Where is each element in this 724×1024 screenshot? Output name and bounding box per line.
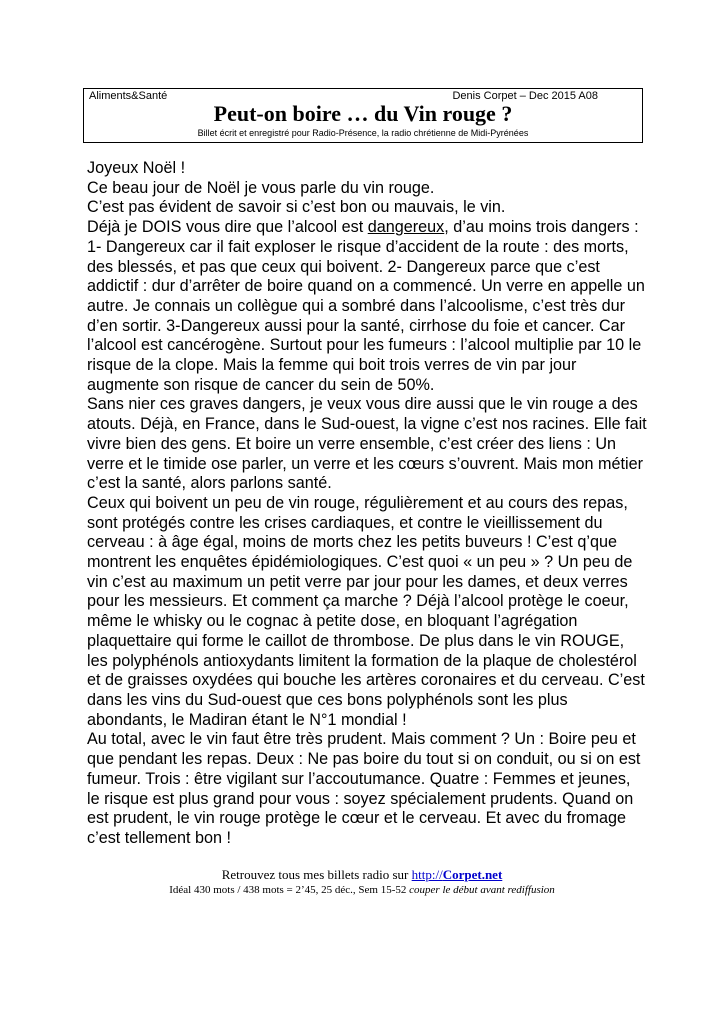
page-subtitle: Billet écrit et enregistré pour Radio-Présence, la radio chrétienne de Midi-Pyrénées (197, 128, 529, 138)
article-body (87, 159, 647, 849)
paragraph-question: C’est pas évident de savoir si c’est bon ou mauvais, le vin. (87, 198, 506, 217)
footer-line2 (0, 884, 724, 896)
page-title: Peut-on boire … du Vin rouge ? (213, 101, 513, 126)
paragraph-atouts: Sans nier ces graves dangers, je veux vous dire aussi que le vin rouge a des atouts. Déjà, en France, dans le Sud-ouest, la vigne c’est nos racines. Elle fait vivre bien des gens. Et boire un verre ensemble, c’est créer des liens : Un verre et le timide ose parler, un verre et les cœurs s’ouvrent. Mais mon métier c’est la santé, alors parlons santé. (87, 395, 647, 493)
corpet-link[interactable] (412, 867, 503, 882)
underlined-word: dangereux (367, 218, 445, 237)
paragraph-health-benefits: Ceux qui boivent un peu de vin rouge, régulièrement et au cours des repas, sont protégés contre les crises cardiaques, et contre le vieillissement du cerveau : à âge égal, moins de morts chez les petits buveurs ! C’est q’que montrent les enquêtes épidémiologiques. C’est quoi « un peu » ? Un peu de vin c’est au maximum un petit verre par jour pour les dames, et deux verres pour les messieurs. Et comment ça marche ? Déjà l’alcool protège le coeur, même le whisky ou le cognac à petite dose, en bloquant l’agrégation plaquettaire qui forme le caillot de thrombose. De plus dans le vin ROUGE, les polyphénols antioxydants limitent la formation de la plaque de cholestérol et de graisses oxydées qui bouche les artères coronaires et du cerveau. C’est dans les vins du Sud-ouest que ces bons polyphénols sont les plus abondants, le Madiran étant le N°1 mondial ! (87, 493, 645, 729)
link-prefix: http:// (411, 867, 443, 882)
footer-word-count: Idéal 430 mots / 438 mots = 2’45, 25 déc., Sem 15-52 (169, 884, 410, 896)
header-box (83, 88, 643, 143)
footer-text: Retrouvez tous mes billets radio sur (221, 867, 412, 882)
footer-note: couper le début avant rediffusion (409, 884, 555, 896)
paragraph-dangers (87, 218, 647, 395)
paragraph-intro: Ce beau jour de Noël je vous parle du vin rouge. (87, 178, 435, 197)
dangers-text-rest: , d’au moins trois dangers : 1- Dangereux car il fait exploser le risque d’accident de la route : des morts, des blessés, et pas que ceux qui boivent. 2- Dangereux parce que c’est addictif : dur d’arrêter de boire quand on a commencé. Un verre en appelle un autre. Je connais un collègue qui a sombré dans l’alcoolisme, c’est très dur d’en sortir. 3-Dangereux aussi pour la santé, cirrhose du foie et cancer. Car l’alcool est cancérogène. Surtout pour les fumeurs : l’alcool multiplie par 10 le risque de la clope. Mais la femme qui boit trois verres de vin par jour augmente son risque de cancer du sein de 50%. (87, 218, 645, 394)
header-category: Aliments&Santé (89, 90, 168, 102)
dangers-text-start: Déjà je DOIS vous dire que l’alcool est (87, 218, 368, 237)
paragraph-conclusion: Au total, avec le vin faut être très prudent. Mais comment ? Un : Boire peu et que pendant les repas. Deux : Ne pas boire du tout si on conduit, ou si on est fumeur. Trois : être vigilant sur l’accoutumance. Quatre : Femmes et jeunes, le risque est plus grand pour vous : soyez spécialement prudents. Quand on est prudent, le vin rouge protège le cœur et le cerveau. Et avec du fromage c’est tellement bon ! (87, 730, 641, 847)
link-domain: Corpet.net (442, 867, 503, 882)
footer-line1 (0, 867, 724, 883)
paragraph-greeting: Joyeux Noël ! (87, 159, 186, 177)
header-author-date: Denis Corpet – Dec 2015 A08 (452, 90, 598, 102)
